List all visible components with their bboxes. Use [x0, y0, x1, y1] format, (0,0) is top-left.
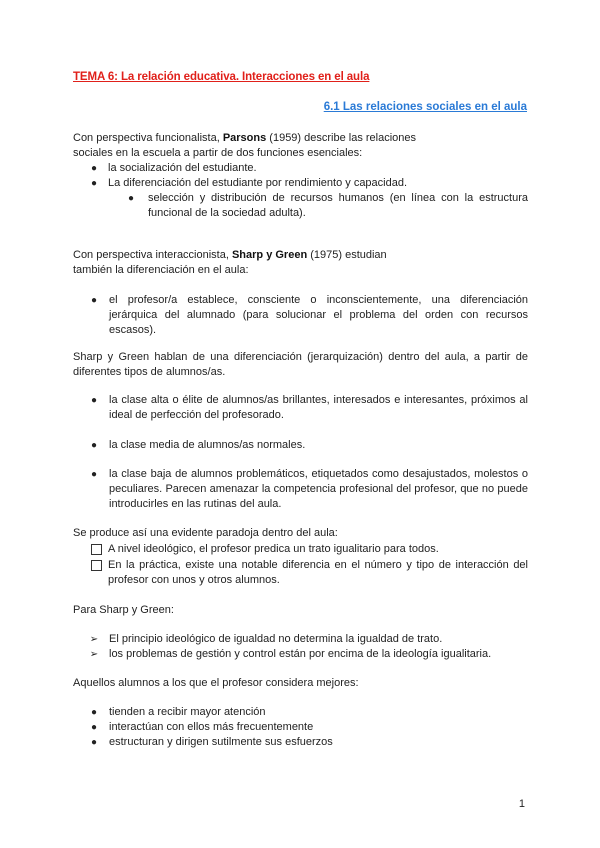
- bullet-icon: ●: [127, 193, 135, 204]
- bullet-icon: ●: [90, 395, 98, 406]
- bullet-icon: ●: [90, 163, 98, 174]
- list-item: [88, 438, 528, 453]
- checkbox-icon: [91, 544, 102, 555]
- list-item: [88, 293, 528, 338]
- list-item-text: el profesor/a establece, consciente o inconscientemente, una diferenciación jerárquica del alumnado (para solucionar el problema del orden con recursos escasos).: [109, 294, 528, 336]
- bullet-icon: ●: [90, 178, 98, 189]
- list-item-text: los problemas de gestión y control están por encima de la ideología igualitaria.: [109, 648, 492, 660]
- list-item-text: la clase alta o élite de alumnos/as brillantes, interesados e interesantes, próximos al ideal de perfección del profesorado.: [109, 394, 528, 421]
- checklist-item-text: En la práctica, existe una notable diferencia en el número y tipo de interacción del profesor con unos y otros alumnos.: [108, 559, 528, 586]
- parsons-name: Parsons: [222, 132, 267, 144]
- bullet-icon: ●: [90, 707, 98, 718]
- section-heading: 6.1 Las relaciones sociales en el aula: [323, 101, 527, 113]
- parsons-intro-line2: sociales en la escuela a partir de dos funciones esenciales:: [73, 147, 363, 159]
- bullet-icon: ●: [90, 440, 98, 451]
- parsons-intro-text: Con perspectiva funcionalista,: [73, 132, 223, 144]
- arrow-bullet-icon: ➢: [89, 634, 99, 645]
- paradoja-intro: Se produce así una evidente paradoja dentro del aula:: [73, 527, 338, 539]
- list-item-text: estructuran y dirigen sutilmente sus esfuerzos: [109, 736, 333, 748]
- page-title: TEMA 6: La relación educativa. Interacciones en el aula: [73, 71, 370, 83]
- sharp-intro-text-2: (1975) estudian: [307, 249, 387, 261]
- checklist-item-text: A nivel ideológico, el profesor predica un trato igualitario para todos.: [108, 543, 439, 555]
- list-subitem-text: selección y distribución de recursos humanos (en línea con la estructura funcional de la sociedad adulta).: [148, 192, 528, 219]
- checkbox-icon: [91, 560, 102, 571]
- page-number: 1: [518, 798, 525, 810]
- list-item: [88, 467, 528, 512]
- sharp-green-name: Sharp y Green: [231, 249, 308, 261]
- sharp-intro-text: Con perspectiva interaccionista,: [73, 249, 232, 261]
- bullet-icon: ●: [90, 737, 98, 748]
- list-item-text: la socialización del estudiante.: [108, 162, 257, 174]
- checklist-item: [91, 558, 528, 588]
- list-item: [88, 632, 528, 647]
- list-item-text: tienden a recibir mayor atención: [109, 706, 266, 718]
- sharp-green-intro: [73, 248, 528, 278]
- sharp-intro-line2: también la diferenciación en el aula:: [73, 264, 249, 276]
- list-item: [88, 647, 528, 662]
- mejores-intro: Aquellos alumnos a los que el profesor considera mejores:: [73, 677, 359, 689]
- list-item: [88, 393, 528, 423]
- checklist-item: [91, 542, 528, 557]
- para-sharp-intro: Para Sharp y Green:: [73, 604, 174, 616]
- parsons-intro: [73, 131, 528, 161]
- sharp-green-paragraph: Sharp y Green hablan de una diferenciación (jerarquización) dentro del aula, a partir de diferentes tipos de alumnos/as.: [73, 351, 528, 378]
- list-item-text: interactúan con ellos más frecuentemente: [109, 721, 314, 733]
- bullet-icon: ●: [90, 722, 98, 733]
- list-item-text: El principio ideológico de igualdad no determina la igualdad de trato.: [109, 633, 443, 645]
- list-item-text: La diferenciación del estudiante por rendimiento y capacidad.: [108, 177, 408, 189]
- list-subitem: [125, 191, 528, 221]
- arrow-bullet-icon: ➢: [89, 649, 99, 660]
- bullet-icon: ●: [90, 469, 98, 480]
- list-item-text: la clase media de alumnos/as normales.: [109, 439, 306, 451]
- bullet-icon: ●: [90, 295, 98, 306]
- list-item-text: la clase baja de alumnos problemáticos, etiquetados como desajustados, molestos o peculiares. Parecen amenazar la competencia profesional del profesor, que no puede introducirles en las rutinas del aula.: [109, 468, 528, 510]
- parsons-intro-text-2: (1959) describe las relaciones: [266, 132, 417, 144]
